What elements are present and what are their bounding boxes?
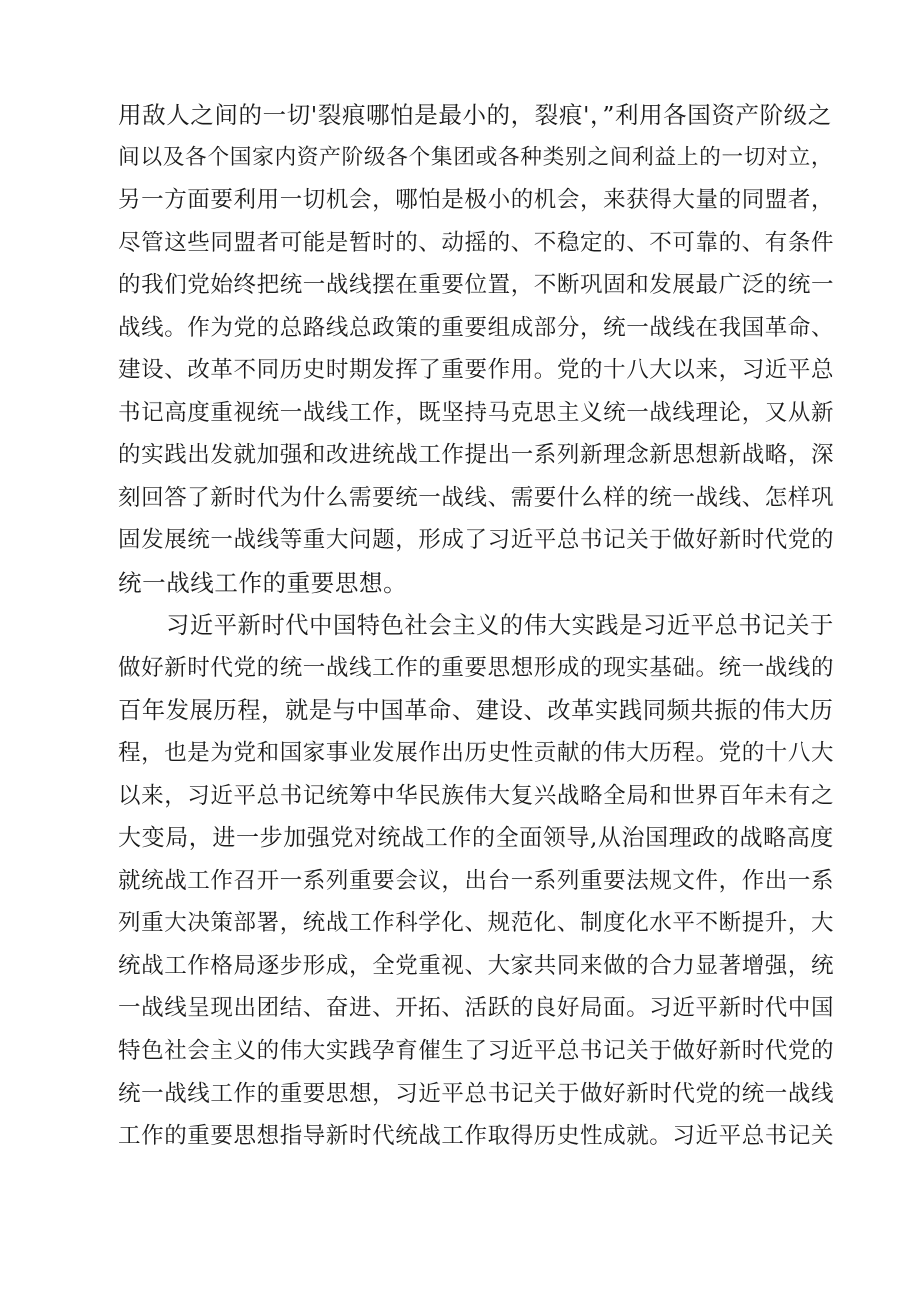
text-line: 工作的重要思想指导新时代统战工作取得历史性成就。习近平总书记关 (118, 1123, 835, 1150)
text-line: 列重大决策部署，统战工作科学化、规范化、制度化水平不断提升，大 (118, 910, 835, 937)
text-line: 尽管这些同盟者可能是暂时的、动摇的、不稳定的、不可靠的、有条件 (118, 229, 835, 256)
body-text (118, 94, 838, 1158)
text-line: 另一方面要利用一切机会，哪怕是极小的机会，来获得大量的同盟者， (118, 187, 835, 214)
text-line: 大变局，进一步加强党对统战工作的全面领导,从治国理政的战略高度 (118, 825, 834, 852)
text-line: 间以及各个国家内资产阶级各个集团或各种类别之间利益上的一切对立， (118, 144, 834, 170)
text-line: 书记高度重视统一战线工作，既坚持马克思主义统一战线理论，又从新 (118, 399, 835, 426)
text-line: 百年发展历程，就是与中国革命、建设、改革实践同频共振的伟大历 (118, 696, 834, 724)
text-line: 特色社会主义的伟大实践孕育催生了习近平总书记关于做好新时代党的 (118, 1038, 835, 1065)
text-line: 的实践出发就加强和改进统战工作提出一系列新理念新思想新战略，深 (118, 442, 835, 469)
text-line: 统一战线工作的重要思想，习近平总书记关于做好新时代党的统一战线 (118, 1080, 835, 1107)
text-line: 以来，习近平总书记统筹中华民族伟大复兴战略全局和世界百年未有之 (118, 782, 835, 809)
text-line: 战线。作为党的总路线总政策的重要组成部分，统一战线在我国革命、 (118, 314, 835, 341)
text-line: 用敌人之间的一切'裂痕哪怕是最小的，裂痕'，”利用各国资产阶级之 (118, 101, 832, 129)
text-line: 固发展统一战线等重大问题，形成了习近平总书记关于做好新时代党的 (118, 527, 835, 554)
text-line: 统一战线工作的重要思想。 (118, 569, 408, 598)
text-line: 就统战工作召开一系列重要会议，出台一系列重要法规文件，作出一系 (118, 867, 835, 894)
text-line: 刻回答了新时代为什么需要统一战线、需要什么样的统一战线、怎样巩 (118, 484, 835, 511)
paragraph-first-line: 习近平新时代中国特色社会主义的伟大实践是习近平总书记关于 (166, 611, 834, 639)
text-line: 一战线呈现出团结、奋进、开拓、活跃的良好局面。习近平新时代中国 (118, 995, 835, 1022)
text-line: 做好新时代党的统一战线工作的重要思想形成的现实基础。统一战线的 (118, 655, 835, 682)
text-line: 的我们党始终把统一战线摆在重要位置，不断巩固和发展最广泛的统一 (118, 272, 835, 299)
text-line: 程，也是为党和国家事业发展作出历史性贡献的伟大历程。党的十八大 (118, 740, 835, 767)
text-line: 建设、改革不同历史时期发挥了重要作用。党的十八大以来，习近平总 (118, 357, 835, 384)
text-line: 统战工作格局逐步形成，全党重视、大家共同来做的合力显著增强，统 (118, 952, 835, 979)
